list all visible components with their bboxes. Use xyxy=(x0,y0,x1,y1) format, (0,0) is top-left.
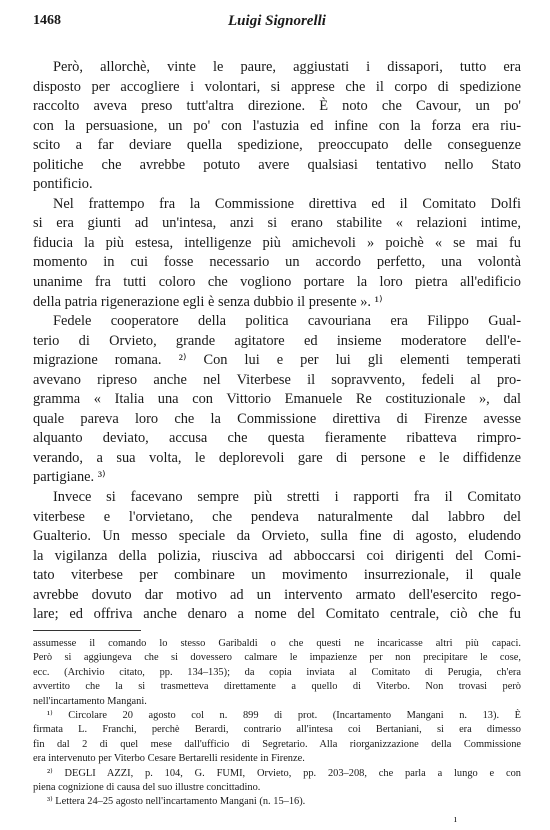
text-line: Nel frattempo fra la Commissione direttiva ed il Comitato Dolfi xyxy=(53,195,521,212)
text-line: verando, a sua volta, le deplorevoli gare di persone e le diffidenze xyxy=(33,449,521,466)
text-line: Invece si facevano sempre più stretti i rapporti fra il Comitato xyxy=(53,489,521,506)
footnote-line: ²⁾ DEGLI AZZI, p. 104, G. FUMI, Orvieto, pp. 203–208, che parla a lungo e con xyxy=(47,767,521,779)
footnotes xyxy=(33,637,521,810)
footnote-line: ³⁾ Lettera 24–25 agosto nell'incartamento Mangani (n. 15–16). xyxy=(47,796,306,808)
text-line: della patria rigenerazione egli è senza dubbio il presente ». ¹⁾ xyxy=(33,293,383,310)
bottom-mark: ı xyxy=(454,814,457,825)
text-line: raccolto aveva preso tutt'altra direzione. È noto che Cavour, un po' xyxy=(33,98,521,115)
text-line: disposto per accogliere i volontari, si apprese che il corpo di spedizione xyxy=(33,78,521,95)
text-line: con la persuasione, un po' con l'astuzia ed infine con la forza era riu- xyxy=(33,117,521,134)
text-line: Fedele cooperatore della politica cavouriana era Filippo Gual- xyxy=(53,313,521,330)
text-line: alquanto deviato, accusa che questa fieramente ribatteva rimpro- xyxy=(33,430,521,447)
text-line: fiducia la più estesa, intelligenze più amichevoli » poichè « se mai fu xyxy=(33,234,521,251)
text-line: avevano ripreso anche nel Viterbese il sopravvento, fedeli al pro- xyxy=(33,371,521,388)
text-line: la vigilanza della polizia, riusciva ad abboccarsi coi dirigenti del Comi- xyxy=(33,547,521,564)
footnote-line: era intervenuto per Viterbo Cesare Bertarelli residente in Firenze. xyxy=(33,753,305,765)
text-line: viterbese e l'orvietano, che pendeva naturalmente dal labbro del xyxy=(33,508,521,525)
footnote-line: Però si aggiungeva che si dovessero calmare le impazienze per non precipitare le cose, xyxy=(33,652,521,664)
text-line: pontificio. xyxy=(33,176,93,193)
running-header xyxy=(33,13,521,31)
footnote-line: avvertito che la si trasmetteva direttamente a quello di Viterbo. Non trovasi però xyxy=(33,681,521,693)
text-line: Però, allorchè, vinte le paure, aggiustati i dissapori, tutto era xyxy=(53,59,521,75)
main-text xyxy=(33,58,521,625)
text-line: politiche che avrebbe potuto avere qualsiasi tentativo nello Stato xyxy=(33,156,521,173)
text-line: unanime fra tutti coloro che vogliono portare la loro pietra all'edificio xyxy=(33,274,521,291)
footnote-separator xyxy=(33,630,141,631)
footnote-line: firmata L. Franchi, perchè Berardi, contrario all'intesa coi Bertaniani, si era dimesso xyxy=(33,724,521,736)
running-head-author: Luigi Signorelli xyxy=(228,13,326,29)
text-line: lare; ed offriva anche denaro a nome del Comitato centrale, ciò che fu xyxy=(33,606,521,623)
footnote-line: piena cognizione di causa del suo illustre concittadino. xyxy=(33,781,261,793)
text-line: avrebbe dovuto dar motivo ad un intervento armato dell'esercito rego- xyxy=(33,586,521,603)
footnote-line: nell'incartamento Mangani. xyxy=(33,695,147,707)
text-line: migrazione romana. ²⁾ Con lui e per lui gli elementi temperati xyxy=(33,352,521,369)
text-line: partigiane. ³⁾ xyxy=(33,469,106,486)
page-number: 1468 xyxy=(33,13,61,28)
footnote-line: ecc. (Archivio citato, pp. 134–135); da copia inviata al Comitato di Perugia, ch'era xyxy=(33,666,521,678)
text-line: scito a far deviare quella spedizione, preoccupato delle conseguenze xyxy=(33,137,521,154)
text-line: Gualterio. Un messo speciale da Orvieto, sulla fine di agosto, eludendo xyxy=(33,528,521,545)
text-line: terio di Orvieto, grande agitatore ed insieme moderatore dell'e- xyxy=(33,332,521,349)
footnote-line: fin dal 2 di quel mese dall'ufficio di Segretario. Alla riorganizzazione della Commissione xyxy=(33,738,521,750)
text-line: quale pareva loro che la Commissione direttiva di Firenze avesse xyxy=(33,410,521,427)
text-line: tato viterbese per combinare un movimento insurrezionale, il quale xyxy=(33,567,521,584)
footnote-line: ¹⁾ Circolare 20 agosto col n. 899 di prot. (Incartamento Mangani n. 13). È xyxy=(47,709,521,721)
footnote-line: assumesse il comando lo stesso Garibaldi o che questi ne incaricasse altri più capaci. xyxy=(33,638,521,649)
text-line: si era giunti ad un'intesa, anzi si erano stabilite « relazioni intime, xyxy=(33,215,521,232)
text-line: momento in cui fosse necessario un accordo perfetto, una volontà xyxy=(33,254,521,271)
text-line: gramma « Italia una con Vittorio Emanuele Re costituzionale », dal xyxy=(33,391,521,408)
